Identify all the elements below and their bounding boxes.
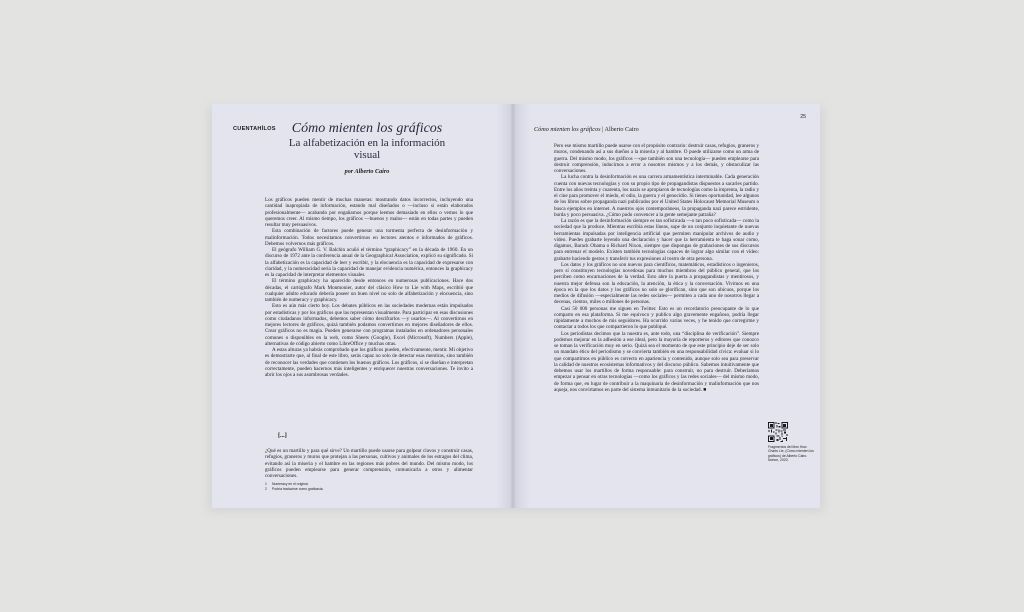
qr-caption: Fragmentos del libro How Charts Lie, (Cómo mienten los gráficos) de Alberto Cairo. Norton, 2020. [768,445,814,462]
byline: por Alberto Cairo [344,168,390,175]
body-column-left-continued [265,448,473,486]
body-paragraph: El geógrafo William G. V. Balchin acuñó el término “graphicacy” en la década de 1960. En un discurso de 1972 ante la conferencia anual de la Geographical Association, explicó su significado. Si la alfabetización es la capacidad de leer y escribir, y la elocuencia es la capacidad de expresarse con claridad, y la numeracidad sería la capacidad de manejar evidencia numérica, entonces la graphicacy es la capacidad de interpretar elementos visuales. [265,247,473,278]
running-author: | Alberto Cairo [602,126,639,133]
body-paragraph: Esta combinación de factores puede generar una tormenta perfecta de desinformación y malinformación. Todos necesitamos convertirnos en lectores atentos e informados de gráficos. Debemos volvernos más gráficos. [265,228,473,247]
body-column-right [554,143,759,468]
body-paragraph: Esto es aún más cierto hoy. Los debates públicos en las sociedades modernas están impulsados por estadísticas y por los gráficos que las representan visualmente. Para participar en esas discusiones como ciudadanos informados, debemos saber cómo descifrarlos —y usarlos—. Al convertirnos en mejores lectores de gráficos, quizá también podamos convertirnos en mejores diseñadores de ellos. Crear gráficos no es magia. Pueden generarse con programas instalados en ordenadores personales comunes o disponibles en la web, como Sheets (Google), Excel (Microsoft), Numbers (Apple), alternativas de código abierto como LibreOffice y muchas otras. [265,303,473,347]
page-number: 25 [800,114,806,120]
body-paragraph: La razón es que la desinformación siempre es tan sofisticada —o tan poco sofisticada— como la sociedad que la produce. Mientras escribía estas líneas, supe de un conjunto inquietante de nuevas herramientas impulsadas por inteligencia artificial que permiten manipular archivos de audio y vídeo. Puedes grabarte leyendo una declaración y hacer que la herramienta te haga sonar como, digamos, Barack Obama o Richard Nixon, siempre que dispongas de grabaciones de sus discursos para entrenar el modelo. Existen también tecnologías capaces de lograr algo similar con el vídeo: grabarte haciendo gestos y transferir tus expresiones al rostro de otra persona. [554,218,759,262]
title-block [282,121,452,161]
body-paragraph: Los datos y los gráficos no son nuevos para científicos, matemáticos, estadísticos o ingenieros, pero sí constituyen tecnologías novedosas para muchos miembros del público general, que los perciben como encarnaciones de la verdad. Esto abre la puerta a propagandistas y mentirosos, y nuestra mejor defensa son la educación, la atención, la ética y la conversación. Vivimos en una época en la que los datos y los gráficos no solo se glorifican, sino que son ubicuos, porque los medios de difusión —especialmente las redes sociales— permiten a cada uno de nosotros llegar a decenas, cientos, miles o millones de personas. [554,261,759,306]
footnote: 2 Podría traducirse como graficacia. [265,487,324,491]
running-header [534,126,639,133]
body-paragraph: Los periodistas decimos que la nuestra es, ante todo, una “disciplina de verificación”. Siempre podemos mejorar en la adhesión a ese ideal, pero la mayoría de reporteros y editores que conozco se toman la verificación muy en serio. Quizá sea el momento de que este principio deje de ser solo un mandato ético del periodismo y se convierta también en una responsabilidad cívica: evaluar si lo que compartimos en público es correcto en apariencia y contenido, aunque solo sea para preservar la calidad de nuestros ecosistemas informativos y del discurso público. Sabemos intuitivamente que debemos usar los martillos de forma responsable: para construir, no para destruir. Deberíamos empezar a pensar en otras tecnologías —como los gráficos y las redes sociales— del mismo modo, de forma que, en lugar de contribuir a la maquinaria de desinformación y malinformación que nos aqueja, nos convirtamos en parte del sistema inmunitario de la sociedad. ■ [554,330,759,393]
body-paragraph: El término graphicacy ha aparecido desde entonces en numerosas publicaciones. Hace dos décadas, el cartógrafo Mark Monmonier, autor del clásico How to Lie with Maps, escribió que cualquier adulto educado debería poseer un buen nivel no solo de alfabetización y elocuencia, sino también de numeracy y graphicacy. [265,278,473,303]
body-paragraph: Casi 50 000 personas me siguen en Twitter. Esto es un recordatorio preocupante de lo que comparto en esa plataforma. Si me equivoco y publico algo gravemente engañoso, podría llegar rápidamente a muchos de mis seguidores. Ha ocurrido varias veces, y he tenido que corregirme y contactar a todos los que compartieron lo que publiqué. [554,305,759,331]
body-paragraph: Pero ese mismo martillo puede usarse con el propósito contrario: destruir casas, refugios, graneros y muros, condenando así a sus dueños a la miseria y al hambre. O puede utilizarse como un arma de guerra. Del mismo modo, los gráficos —que también son una tecnología— pueden emplearse para destruir comprensión, inducirnos a error a nosotros mismos y a los demás, y obstaculizar las conversaciones. [554,143,759,174]
article-subtitle: La alfabetización en la información visual [288,137,446,161]
body-paragraph: La lucha contra la desinformación es una carrera armamentística interminable. Cada generación cuenta con nuevas tecnologías y con su propio tipo de propagandistas dispuestos a sacarles partido. Entre los años treinta y cuarenta, los nazis se apropiaron de tecnologías como la imprenta, la radio y el cine para promover el miedo, el odio, la guerra y el genocidio. Si tienes oportunidad, lee algunos de los libros sobre propaganda nazi publicados por el United States Holocaust Memorial Museum o busca ejemplos en internet. A nuestros ojos contemporáneos, la propaganda nazi parece estridente, burda y poco persuasiva. ¿Cómo pudo convencer a la gente semejante patraña? [554,174,759,218]
section-label: CUENTAHÍLOS [233,126,276,132]
body-paragraph: A estas alturas ya habrás comprobado que los gráficos pueden, efectivamente, mentir. Mi objetivo es demostrarte que, al final de este libro, serás capaz no solo de detectar esas mentiras, sino también de reconocer las verdades que contienen los buenos gráficos. Los gráficos, si se diseñan e interpretan correctamente, pueden hacernos más inteligentes y enriquecer nuestras conversaciones. Te invito a abrir los ojos a sus asombrosas verdades. [265,347,473,378]
body-paragraph: ¿Qué es un martillo y para qué sirve? Un martillo puede usarse para golpear clavos y construir casas, refugios, graneros y muros que protejan a las personas, cultivos y animales de los estragos del clima, evitando así la miseria y el hambre en las regiones más pobres del mundo. Del mismo modo, los gráficos pueden emplearse para generar comprensión, comunicarla a otros y alimentar conversaciones. [265,448,473,479]
ellipsis-marker: [...] [278,432,287,439]
body-paragraph: Los gráficos pueden mentir de muchas maneras: mostrando datos incorrectos, incluyendo una cantidad inapropiada de información, estando mal diseñados o —incluso si están elaborados profesionalmente— acabando por engañarnos porque leemos demasiado en ellos o vemos lo que queremos creer. Al mismo tiempo, los gráficos —buenos y malos— están en todas partes y pueden resultar muy persuasivos. [265,197,473,228]
article-title: Cómo mienten los gráficos [291,121,443,136]
body-column-left [265,197,473,425]
qr-code-icon [768,422,788,442]
left-page [212,104,512,508]
footnote: 1 Numeracy en el original. [265,482,309,486]
running-title: Cómo mienten los gráficos [534,126,601,133]
